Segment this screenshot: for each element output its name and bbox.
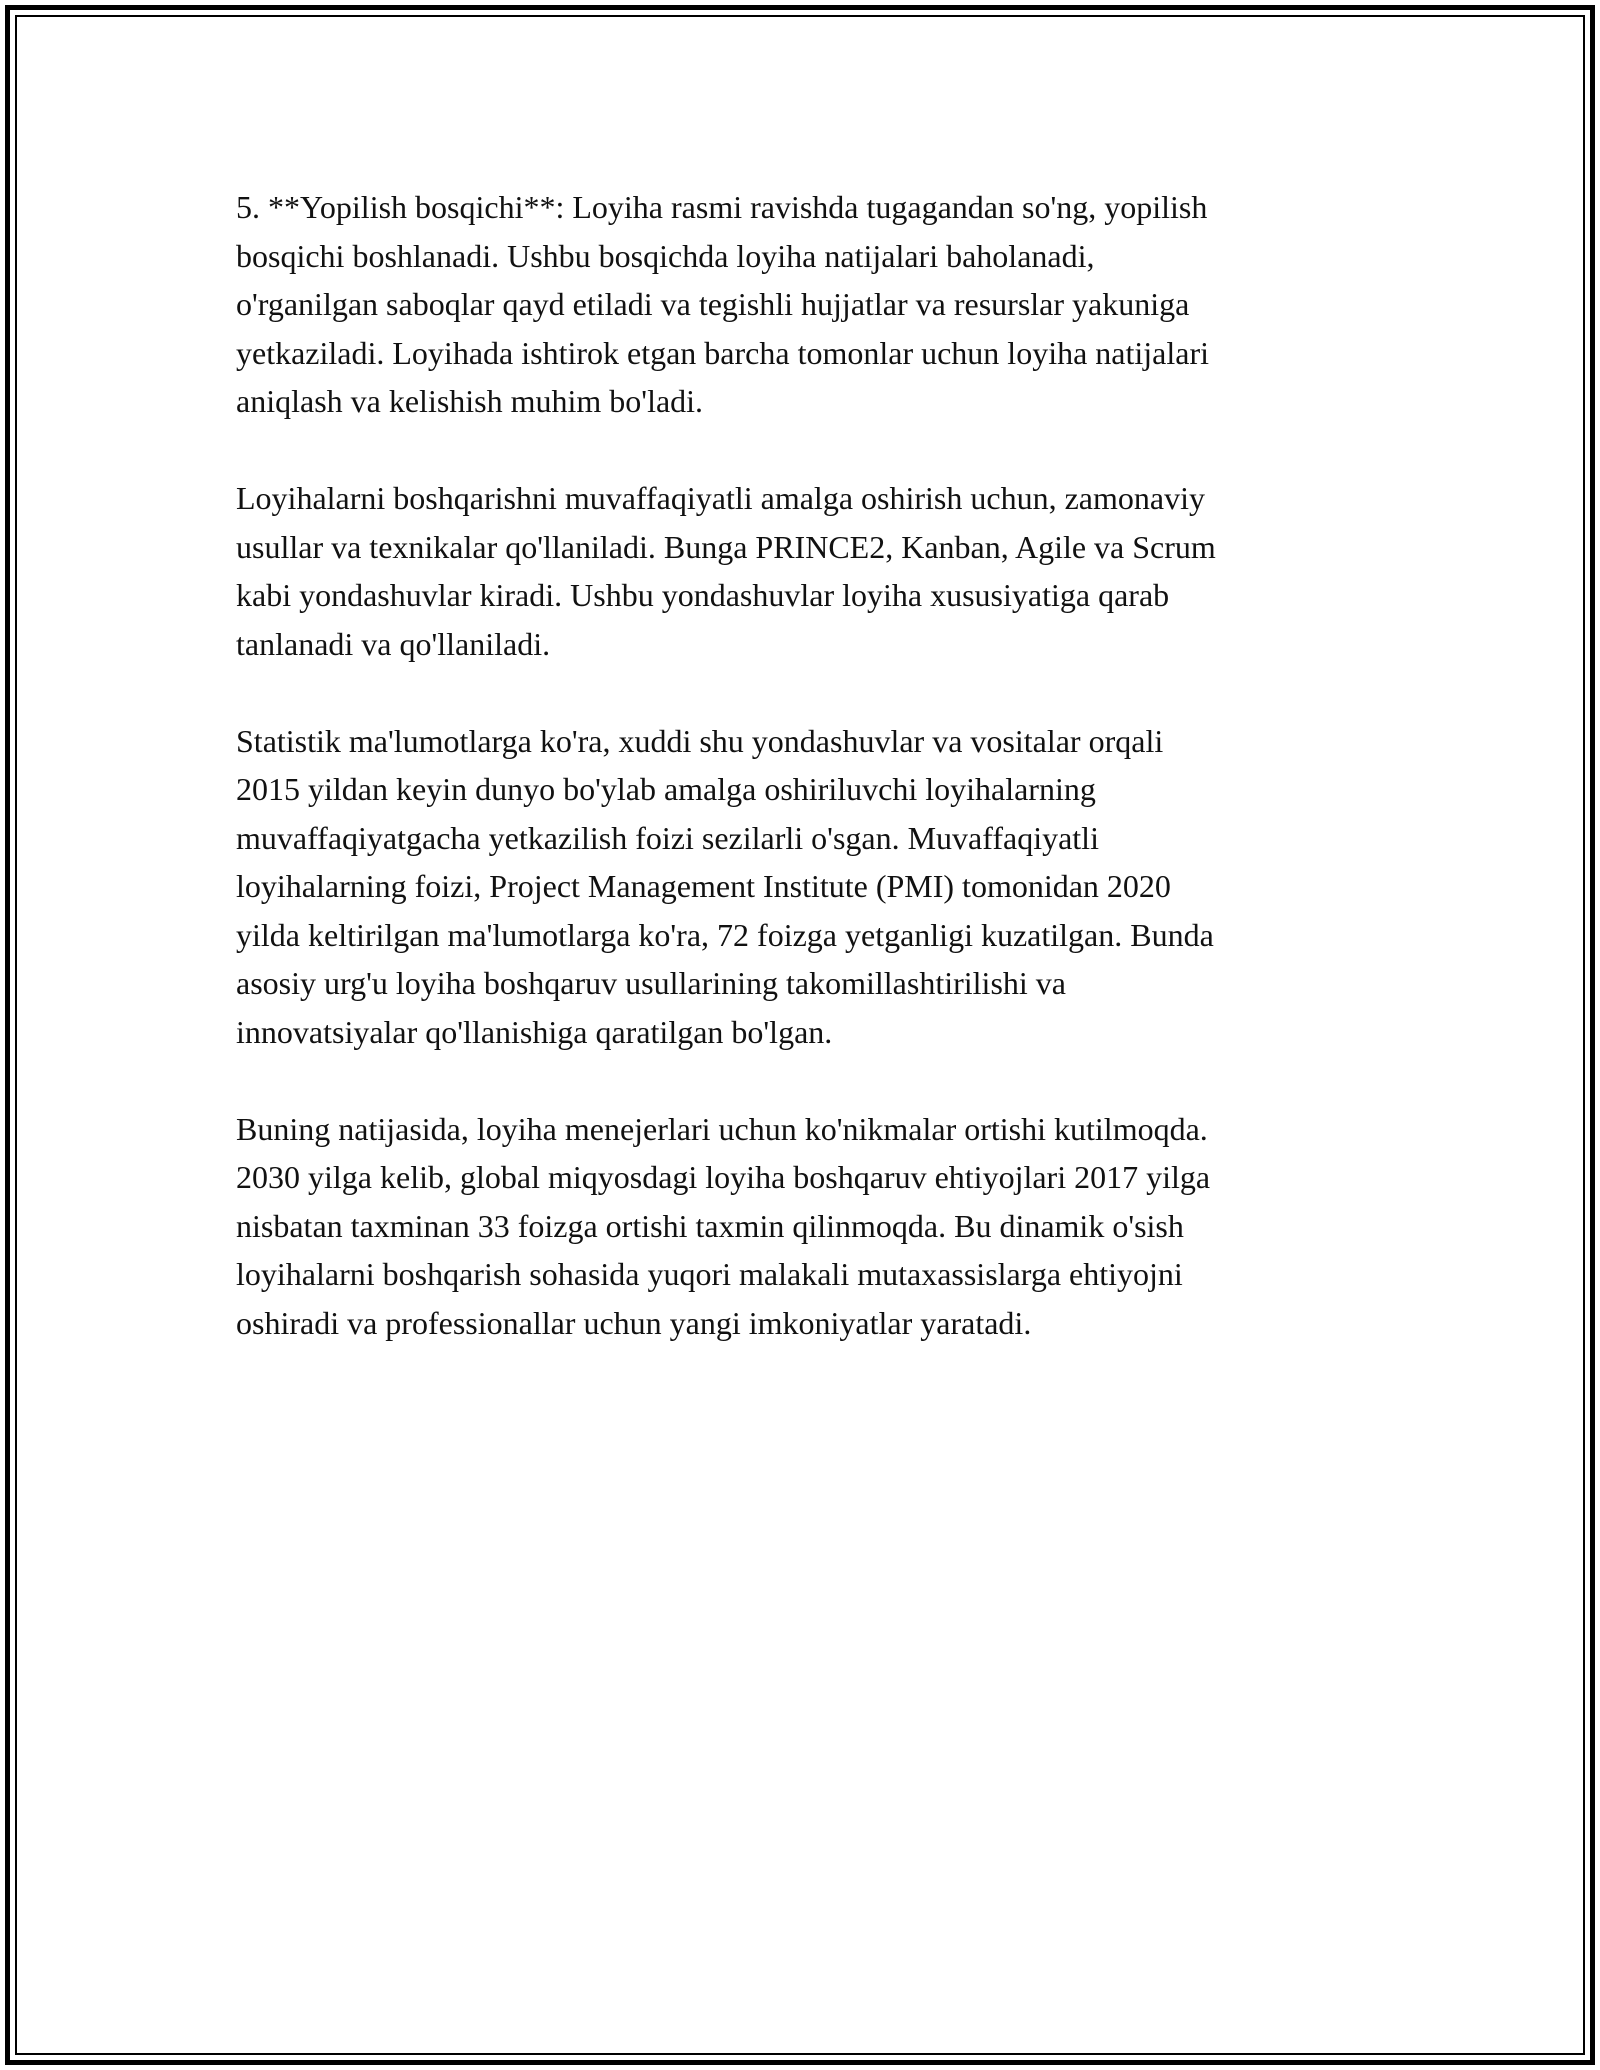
document-body (236, 183, 1386, 1396)
text-line: 2030 yilga kelib, global miqyosdagi loyiha boshqaruv ehtiyojlari 2017 yilga (236, 1159, 1211, 1195)
text-line: Statistik ma'lumotlarga ko'ra, xuddi shu yondashuvlar va vositalar orqali (236, 722, 1164, 759)
text-line: innovatsiyalar qo'llanishiga qaratilgan bo'lgan. (236, 1013, 833, 1050)
text-line: 2015 yildan keyin dunyo bo'ylab amalga oshiriluvchi loyihalarning (236, 771, 1096, 807)
text-line: oshiradi va professionallar uchun yangi imkoniyatlar yaratadi. (236, 1304, 1032, 1341)
paragraph-outlook (236, 1105, 1386, 1348)
paragraph-methods (236, 474, 1386, 668)
text-line: asosiy urg'u loyiha boshqaruv usullarining takomillashtirilishi va (236, 965, 1066, 1001)
text-line: kabi yondashuvlar kiradi. Ushbu yondashuvlar loyiha xususiyatiga qarab (236, 577, 1170, 613)
text-line: Buning natijasida, loyiha menejerlari uchun ko'nikmalar ortishi kutilmoqda. (236, 1110, 1208, 1147)
text-line: yetkaziladi. Loyihada ishtirok etgan barcha tomonlar uchun loyiha natijalari (236, 334, 1209, 371)
text-line: 5. **Yopilish bosqichi**: Loyiha rasmi ravishda tugagandan so'ng, yopilish (236, 189, 1208, 225)
text-line: muvaffaqiyatgacha yetkazilish foizi sezilarli o'sgan. Muvaffaqiyatli (236, 819, 1099, 856)
text-line: bosqichi boshlanadi. Ushbu bosqichda loyiha natijalari baholanadi, (236, 237, 1095, 274)
paragraph-statistics (236, 717, 1386, 1057)
paragraph-closing-phase (236, 183, 1386, 426)
text-line: o'rganilgan saboqlar qayd etiladi va tegishli hujjatlar va resurslar yakuniga (236, 286, 1190, 322)
text-line: loyihalarni boshqarish sohasida yuqori malakali mutaxassislarga ehtiyojni (236, 1256, 1183, 1292)
text-line: usullar va texnikalar qo'llaniladi. Bunga PRINCE2, Kanban, Agile va Scrum (236, 528, 1216, 565)
text-line: nisbatan taxminan 33 foizga ortishi taxmin qilinmoqda. Bu dinamik o'sish (236, 1207, 1184, 1244)
text-line: loyihalarning foizi, Project Management Institute (PMI) tomonidan 2020 (236, 868, 1171, 904)
text-line: Loyihalarni boshqarishni muvaffaqiyatli amalga oshirish uchun, zamonaviy (236, 480, 1205, 516)
text-line: aniqlash va kelishish muhim bo'ladi. (236, 383, 704, 419)
text-line: tanlanadi va qo'llaniladi. (236, 625, 551, 662)
text-line: yilda keltirilgan ma'lumotlarga ko'ra, 72 foizga yetganligi kuzatilgan. Bunda (236, 916, 1214, 953)
